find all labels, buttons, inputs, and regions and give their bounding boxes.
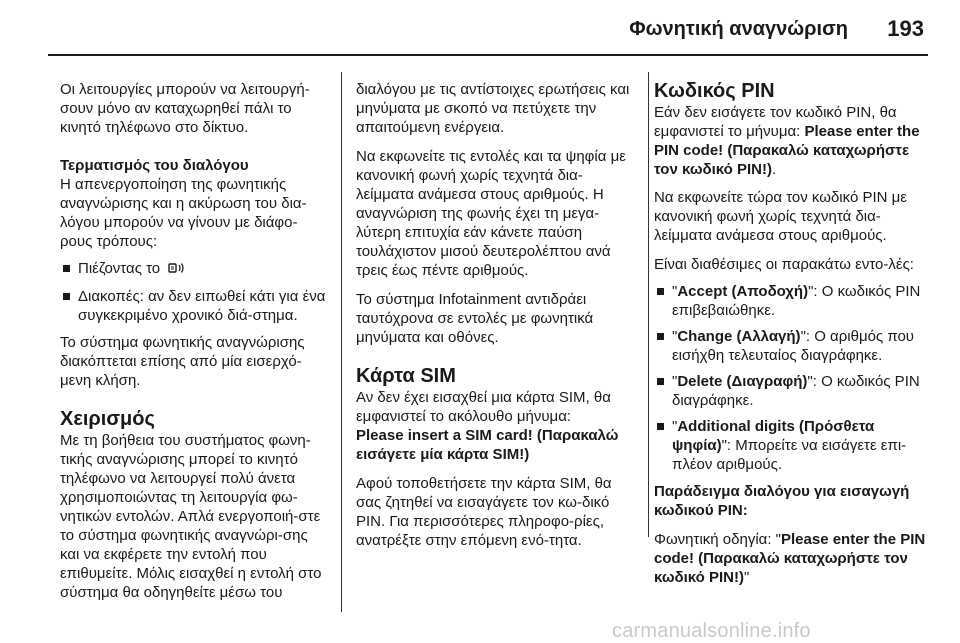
prompt-paragraph: Φωνητική οδηγία: "Please enter the PIN code! (Παρακαλώ καταχωρήστε τον κωδικό PIN!)" (654, 531, 926, 586)
option-command: Change (Αλλαγή) (677, 328, 801, 345)
header-rule (48, 54, 928, 56)
list-item: "Change (Αλλαγή)": Ο αριθμός που εισήχθη τελευταίος διαγράφηκε. (654, 327, 932, 365)
pin-text: Εάν δεν εισάγετε τον κωδικό PIN, θα εμφανιστεί το μήνυμα: (654, 104, 897, 140)
option-command: Accept (Αποδοχή) (677, 283, 809, 300)
options-list (654, 282, 932, 474)
option-description: : Μπορείτε να εισάγετε επι-πλέον αριθμούς. (672, 437, 907, 473)
page-header (0, 0, 960, 56)
operation-heading: Χειρισμός (60, 408, 155, 430)
option-description: : Ο αριθμός που εισήχθη τελευταίος διαγράφηκε. (672, 328, 915, 364)
bullet-icon (63, 293, 70, 300)
sim-heading: Κάρτα SIM (356, 365, 456, 387)
page-number: 193 (887, 16, 924, 41)
bullet-icon (63, 265, 70, 272)
sim-after-paragraph: Αφού τοποθετήσετε την κάρτα SIM, θα σας ζητηθεί να εισαγάγετε τον κω-δικό PIN. Για περισσότερες πληροφο-ρίες, ανατρέξτε στην επόμενη ενό-τητα. (356, 475, 612, 549)
speak-button-icon (168, 261, 186, 280)
bullet-icon (657, 288, 664, 295)
sim-message: Please insert a SIM card! (Παρακαλώ εισάγετε μία κάρτα SIM!) (356, 427, 619, 463)
option-command: Additional digits (Πρόσθετα ψηφία) (672, 418, 875, 454)
example-heading: Παράδειγμα διαλόγου για εισαγωγή κωδικού PIN: (654, 483, 910, 519)
options-paragraph: Είναι διαθέσιμες οι παρακάτω εντο-λές: (654, 256, 914, 273)
termination-paragraph: Η απενεργοποίηση της φωνητικής αναγνώρισης και η ακύρωση του δια-λόγου μπορούν να γίνουν με διάφο-ρους τρόπους: (60, 176, 307, 250)
bullet-text: Διακοπές: αν δεν ειπωθεί κάτι για ένα συγκεκριμένο χρονικό διά-στημα. (78, 288, 326, 324)
sim-paragraph: Αν δεν έχει εισαχθεί μια κάρτα SIM, θα εμφανιστεί το ακόλουθο μήνυμα: (356, 389, 611, 425)
speech-paragraph: Να εκφωνείτε τις εντολές και τα ψηφία με κανονική φωνή χωρίς τεχνητά δια-λείμματα ανάμεσα στους αριθμούς. Η αναγνώριση της φωνής έχει τη μεγα-λύτερη επιτυχία εάν κάνετε παύση τουλάχιστον μισού δευτερολέπτου ανά τρεις έως πέντε αριθμούς. (356, 148, 626, 279)
pin-heading: Κωδικός PIN (654, 80, 775, 102)
column-2 (356, 80, 634, 560)
dialog-paragraph: διαλόγου με τις αντίστοιχες ερωτήσεις και μηνύματα με σκοπό να πετύχετε την απαιτούμενη ενέργεια. (356, 81, 630, 136)
termination-heading: Τερματισμός του διαλόγου (60, 157, 249, 174)
bullet-icon (657, 423, 664, 430)
bullet-text: Πιέζοντας το (78, 260, 161, 277)
option-command: Delete (Διαγραφή) (677, 373, 808, 390)
intro-paragraph: Οι λειτουργίες μπορούν να λειτουργή-σουν μόνο αν καταχωρηθεί πάλι το κινητό τηλέφωνο στο δίκτυο. (60, 81, 310, 136)
infotainment-paragraph: Το σύστημα Infotainment αντιδράει ταυτόχρονα σε εντολές με φωνητικά μηνύματα και οθόνες. (356, 291, 594, 346)
list-item (60, 259, 328, 280)
bullet-icon (657, 333, 664, 340)
list-item: "Delete (Διαγραφή)": Ο κωδικός PIN διαγράφηκε. (654, 372, 932, 410)
list-item (60, 287, 328, 325)
interrupt-paragraph: Το σύστημα φωνητικής αναγνώρισης διακόπτεται επίσης από μία εισερχό-μενη κλήση. (60, 334, 305, 389)
pin-paragraph: Εάν δεν εισάγετε τον κωδικό PIN, θα εμφανιστεί το μήνυμα: Please enter the PIN code! (Παρακαλώ καταχωρήστε τον κωδικό PIN!). (654, 104, 920, 178)
prompt-label: Φωνητική οδηγία: (654, 531, 776, 548)
pin-say-paragraph: Να εκφωνείτε τώρα τον κωδικό PIN με κανονική φωνή χωρίς τεχνητά δια-λείμματα ανάμεσα στους αριθμούς. (654, 189, 907, 244)
prompt-text: Please enter the PIN code! (Παρακαλώ καταχωρήστε τον κωδικό PIN!) (654, 531, 926, 586)
termination-list (60, 259, 328, 325)
column-divider-2 (648, 72, 649, 537)
pin-message: Please enter the PIN code! (Παρακαλώ καταχωρήστε τον κωδικό PIN!) (654, 123, 920, 178)
watermark: carmanualsonline.info (612, 620, 811, 642)
column-3 (654, 80, 932, 597)
page-title: Φωνητική αναγνώριση (629, 18, 848, 40)
option-description: : Ο κωδικός PIN επιβεβαιώθηκε. (672, 283, 921, 319)
list-item: "Accept (Αποδοχή)": Ο κωδικός PIN επιβεβαιώθηκε. (654, 282, 932, 320)
column-divider-1 (341, 72, 342, 612)
option-description: : Ο κωδικός PIN διαγράφηκε. (672, 373, 920, 409)
list-item: "Additional digits (Πρόσθετα ψηφία)": Μπορείτε να εισάγετε επι-πλέον αριθμούς. (654, 417, 932, 474)
operation-paragraph: Με τη βοήθεια του συστήματος φωνη-τικής αναγνώρισης μπορεί το κινητό τηλέφωνο να λειτουργεί πολύ άνετα χρησιμοποιώντας τη λειτουργία φω-νητικών εντολών. Απλά ενεργοποιή-στε το σύστημα φωνητικής αναγνώρι-σης και να εκφέρετε την εντολή που επιθυμείτε. Μόλις εισαχθεί η εντολή στο σύστημα θα οδηγηθείτε μέσω του (60, 432, 322, 601)
column-1 (60, 80, 328, 612)
bullet-icon (657, 378, 664, 385)
